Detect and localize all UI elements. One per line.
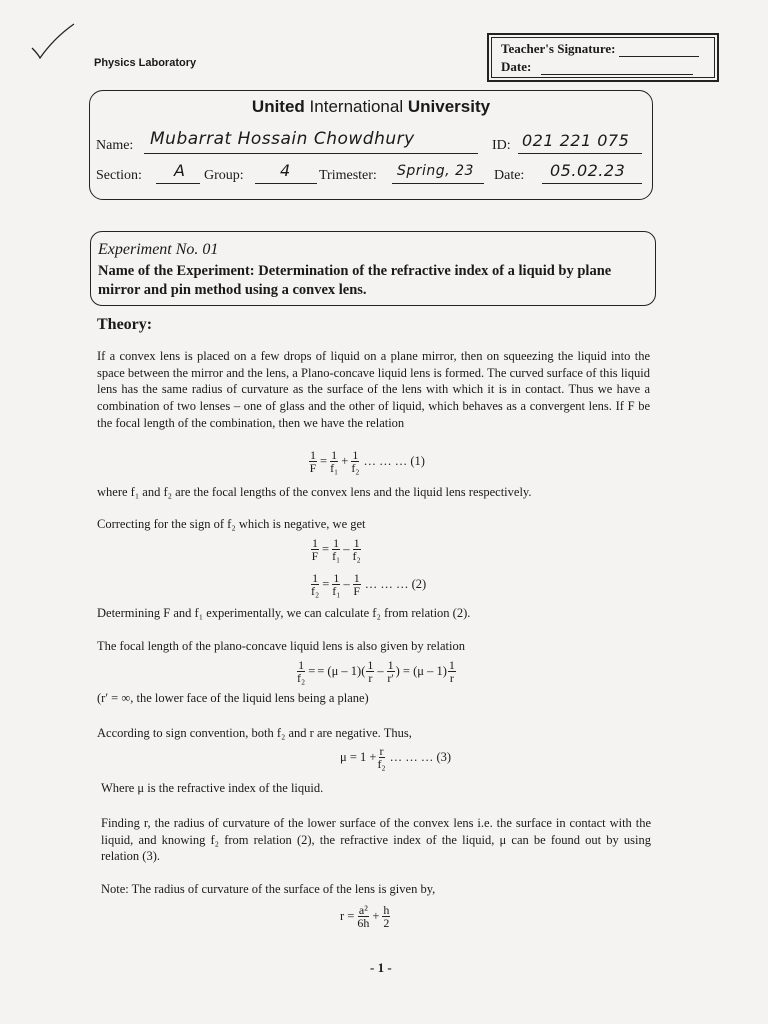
equation-3: μ = 1 + $\frac{r}{\text{f₂}}$ … … … (3) [340, 744, 452, 771]
date-value[interactable]: 05.02.23 [550, 161, 626, 180]
equation-lens-maker: $\frac{1}{\text{f₂}}$ = = (μ – 1)( $\frac{1}{r}$ – $\frac{1}{r'}$ ) = (μ – 1) $\frac{1}{r}$ [297, 658, 455, 685]
name-label: Name: [96, 138, 134, 153]
theory-paragraph-1: If a convex lens is placed on a few drops of liquid on a plane mirror, then on squeezing the liquid into the space between the mirror and the lens, a Plano-concave liquid lens is formed. The curved surface of this liquid lens has the same radius of curvature as the surface of the lens with which it is in contact. Thus we have a combination of two lenses – one of glass and the other of liquid, which behaves as a convergent lens. If F be the focal length of the combination, then we have the relation [97, 349, 650, 430]
equation-1: $\frac{1}{F}$ = $\frac{1}{\text{f₁}}$ + $\frac{1}{\text{f₂}}$ … … … (1) [309, 448, 425, 475]
trimester-value[interactable]: Spring, 23 [397, 163, 474, 179]
check-mark-icon [28, 20, 78, 62]
trimester-underline [392, 183, 484, 184]
theory-paragraph-7: According to sign convention, both f₂ and r are negative. Thus, [97, 726, 412, 740]
teacher-date-label: Date: [501, 59, 532, 74]
trimester-label: Trimester: [319, 168, 377, 183]
teacher-signature-box [487, 33, 719, 82]
group-underline [255, 183, 317, 184]
name-value[interactable]: Mubarrat Hossain Chowdhury [150, 129, 415, 149]
theory-paragraph-4: Determining F and f₁ experimentally, we can calculate f₂ from relation (2). [97, 606, 471, 620]
theory-paragraph-9: Finding r, the radius of curvature of the lower surface of the convex lens i.e. the surface in contact with the liquid, and knowing f₂ from relation (2), the refractive index of the liquid, μ can be found out by using relation (3). [101, 816, 651, 864]
student-info-box [89, 90, 653, 200]
theory-paragraph-5: The focal length of the plano-concave liquid lens is also given by relation [97, 639, 465, 653]
equation-2: $\frac{1}{\text{f₂}}$ = $\frac{1}{\text{f₁}}$ – $\frac{1}{F}$ … … … (2) [311, 571, 427, 598]
id-value[interactable]: 021 221 075 [522, 131, 630, 150]
id-label: ID: [492, 138, 511, 153]
experiment-box [90, 231, 656, 306]
group-label: Group: [204, 168, 244, 183]
group-value[interactable]: 4 [280, 161, 291, 180]
lab-title: Physics Laboratory [94, 57, 197, 69]
section-value[interactable]: A [174, 161, 186, 180]
equation-corrected: $\frac{1}{F}$ = $\frac{1}{\text{f₁}}$ – $\frac{1}{\text{f₂}}$ [311, 536, 361, 563]
id-underline [518, 153, 642, 154]
experiment-number: Experiment No. 01 [98, 241, 219, 258]
section-underline [156, 183, 200, 184]
date-label: Date: [494, 168, 525, 183]
experiment-name: Name of the Experiment: Determination of the refractive index of a liquid by plane mirror and pin method using a convex lens. [98, 263, 612, 298]
date-underline [542, 183, 642, 184]
signature-line[interactable] [619, 56, 699, 57]
theory-heading: Theory: [97, 316, 153, 333]
page-number: - 1 - [370, 960, 392, 975]
teacher-signature-label: Teacher's Signature: [501, 41, 616, 56]
theory-paragraph-10: Note: The radius of curvature of the surface of the lens is given by, [101, 882, 436, 896]
section-label: Section: [96, 168, 142, 183]
theory-paragraph-3: Correcting for the sign of f₂ which is negative, we get [97, 517, 366, 531]
theory-paragraph-8: Where μ is the refractive index of the liquid. [101, 781, 324, 795]
theory-paragraph-6: (r′ = ∞, the lower face of the liquid lens being a plane) [97, 691, 369, 705]
university-name: United International University [251, 97, 491, 116]
equation-radius: r = $\frac{\text{a²}}{6h}$ + $\frac{h}{2}$ [340, 903, 390, 930]
teacher-date-line[interactable] [541, 74, 693, 75]
theory-paragraph-2: where f₁ and f₂ are the focal lengths of the convex lens and the liquid lens respectively. [97, 485, 532, 499]
name-underline [144, 153, 478, 154]
